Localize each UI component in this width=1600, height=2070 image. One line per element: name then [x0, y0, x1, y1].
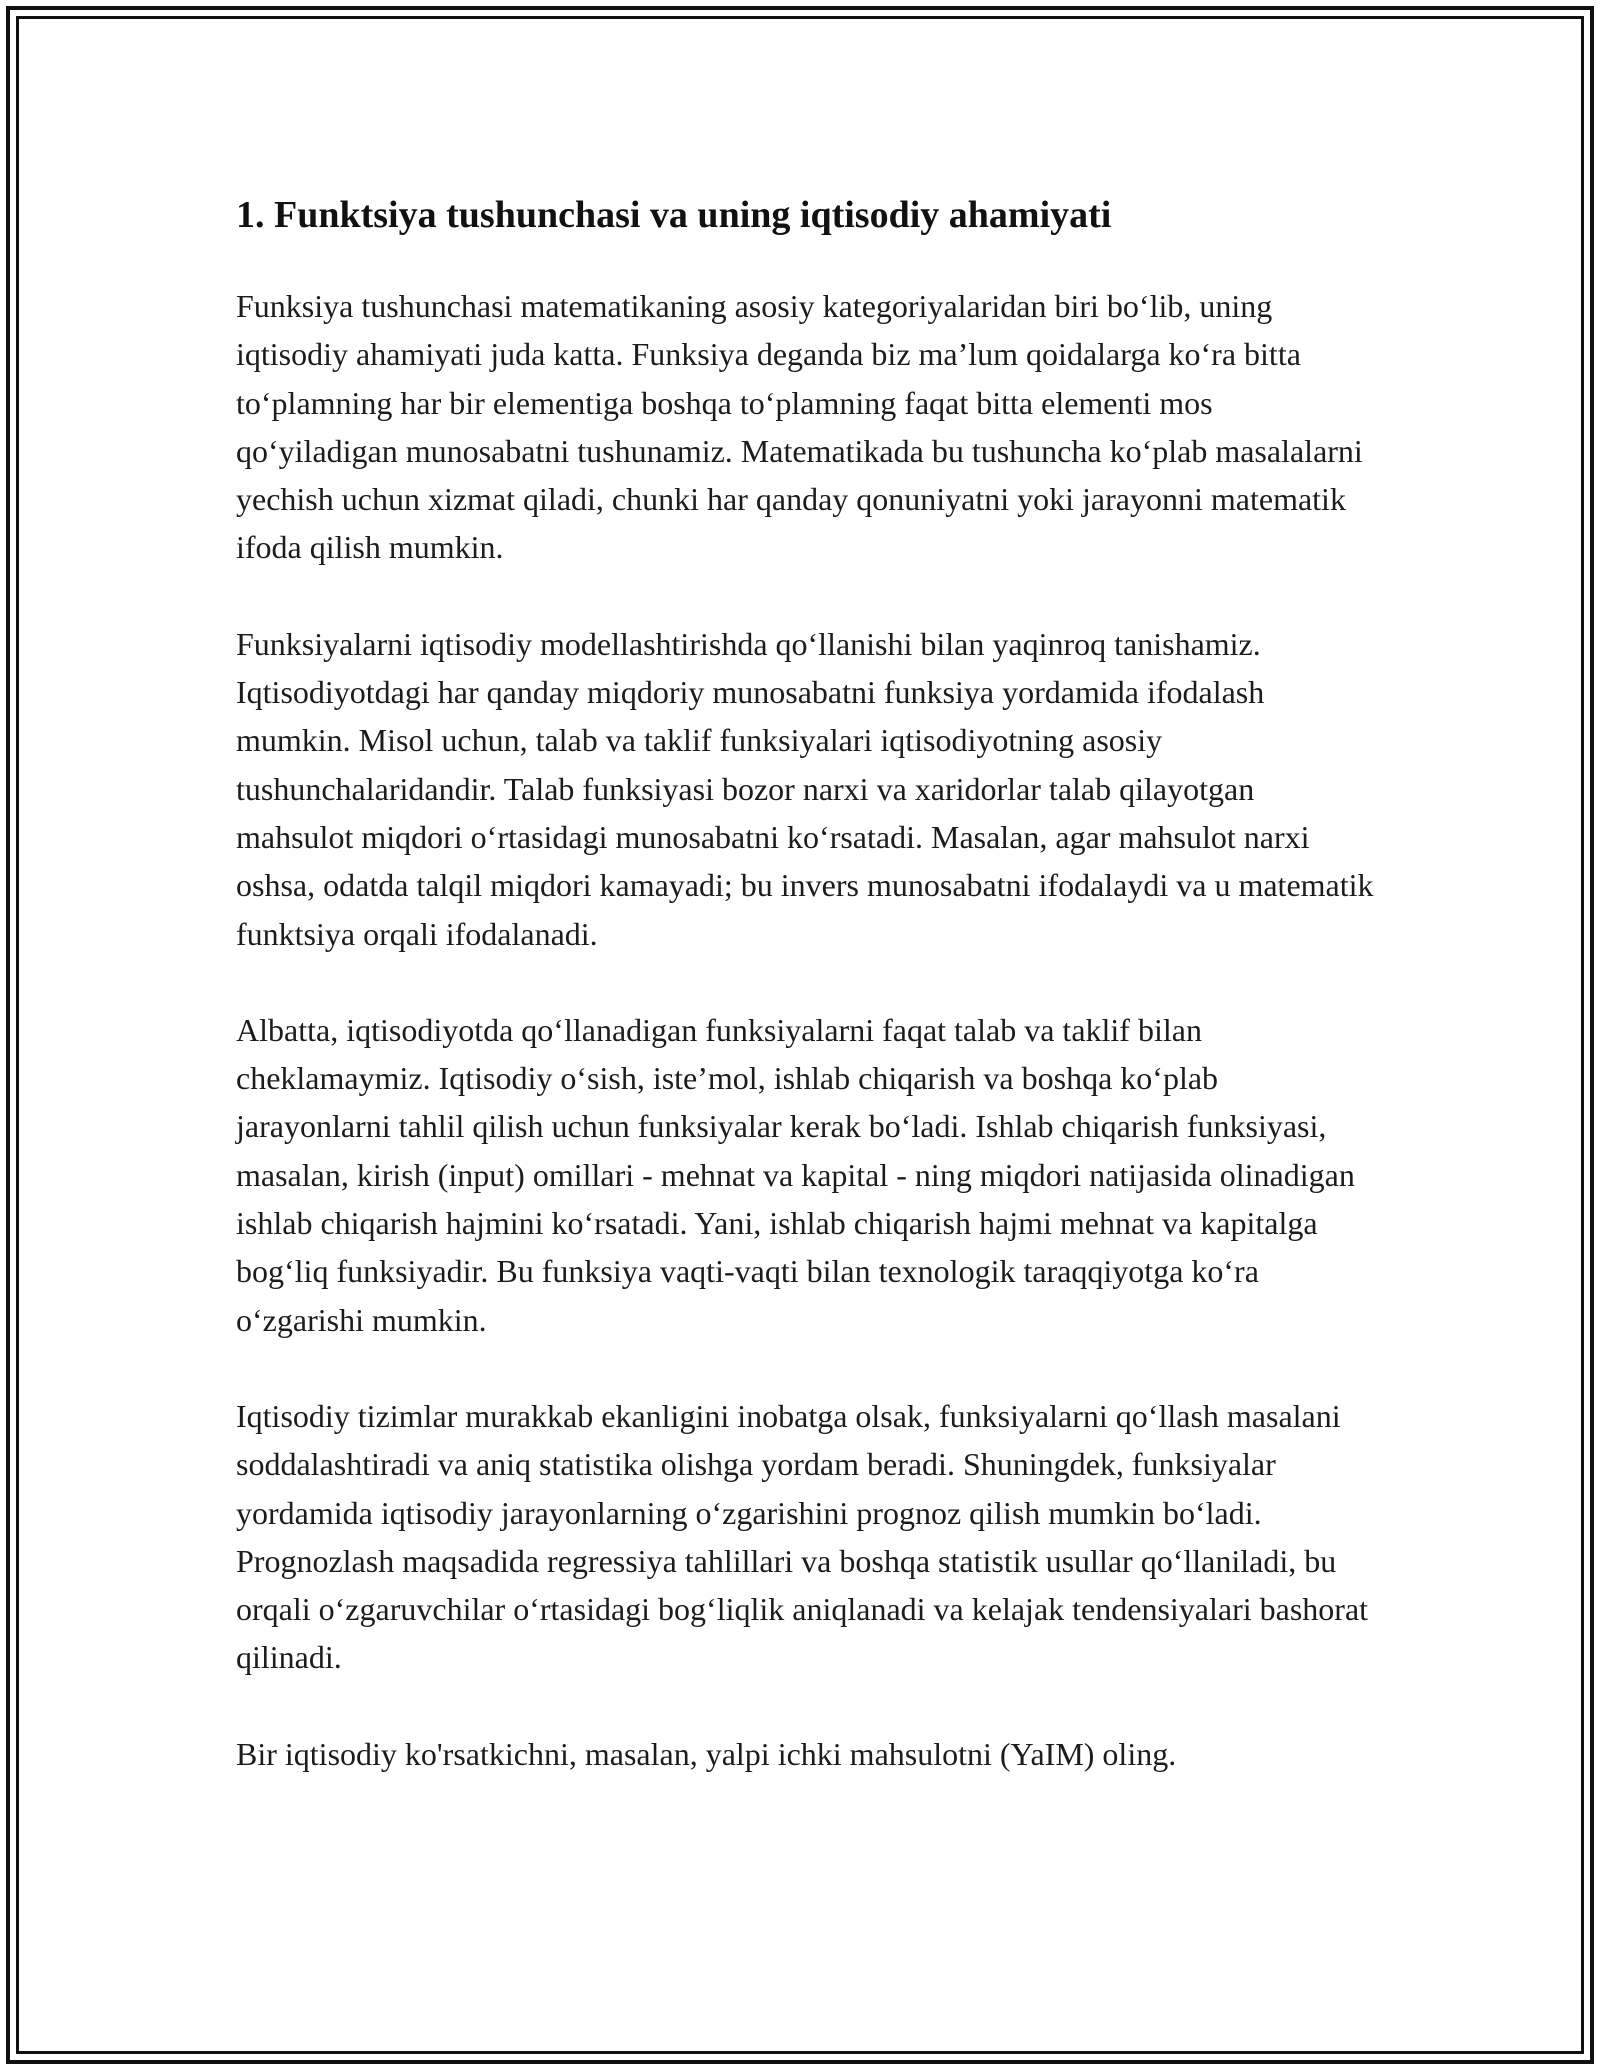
paragraph-4: Iqtisodiy tizimlar murakkab ekanligini inobatga olsak, funksiyalarni qo‘llash masalani soddalashtiradi va aniq statistika olishga yordam beradi. Shuningdek, funksiyalar yordamida iqtisodiy jarayonlarning o‘zgarishini prognoz qilish mumkin bo‘ladi. Prognozlash maqsadida regressiya tahlillari va boshqa statistik usullar qo‘llaniladi, bu orqali o‘zgaruvchilar o‘rtasidagi bog‘liqlik aniqlanadi va kelajak tendensiyalari bashorat qilinadi.: [236, 1397, 1369, 1676]
section-title: 1. Funktsiya tushunchasi va uning iqtisodiy ahamiyati: [236, 194, 1112, 236]
paragraph-2: Funksiyalarni iqtisodiy modellashtirishda qo‘llanishi bilan yaqinroq tanishamiz. Iqtisodiyotdagi har qanday miqdoriy munosabatni funksiya yordamida ifodalash mumkin. Misol uchun, talab va taklif funksiyalari iqtisodiyotning asosiy tushunchalaridandir. Talab funksiyasi bozor narxi va xaridorlar talab qilayotgan mahsulot miqdori o‘rtasidagi munosabatni ko‘rsatadi. Masalan, agar mahsulot narxi oshsa, odatda talqil miqdori kamayadi; bu invers munosabatni ifodalaydi va u matematik funktsiya orqali ifodalanadi.: [236, 625, 1374, 952]
paragraph-5: Bir iqtisodiy ko'rsatkichni, masalan, yalpi ichki mahsulotni (YaIM) oling.: [236, 1735, 1177, 1772]
document-page: [236, 188, 1376, 1778]
paragraph-3: Albatta, iqtisodiyotda qo‘llanadigan funksiyalarni faqat talab va taklif bilan cheklamaymiz. Iqtisodiy o‘sish, iste’mol, ishlab chiqarish va boshqa ko‘plab jarayonlarni tahlil qilish uchun funksiyalar kerak bo‘ladi. Ishlab chiqarish funksiyasi, masalan, kirish (input) omillari - mehnat va kapital - ning miqdori natijasida olinadigan ishlab chiqarish hajmini ko‘rsatadi. Yani, ishlab chiqarish hajmi mehnat va kapitalga bog‘liq funksiyadir. Bu funksiya vaqti-vaqti bilan texnologik taraqqiyotga ko‘ra o‘zgarishi mumkin.: [236, 1011, 1355, 1338]
paragraph-1: Funksiya tushunchasi matematikaning asosiy kategoriyalaridan biri bo‘lib, uning iqtisodiy ahamiyati juda katta. Funksiya deganda biz ma’lum qoidalarga ko‘ra bitta to‘plamning har bir elementiga boshqa to‘plamning faqat bitta elementi mos qo‘yiladigan munosabatni tushunamiz. Matematikada bu tushuncha ko‘plab masalalarni yechish uchun xizmat qiladi, chunki har qanday qonuniyatni yoki jarayonni matematik ifoda qilish mumkin.: [236, 288, 1363, 566]
